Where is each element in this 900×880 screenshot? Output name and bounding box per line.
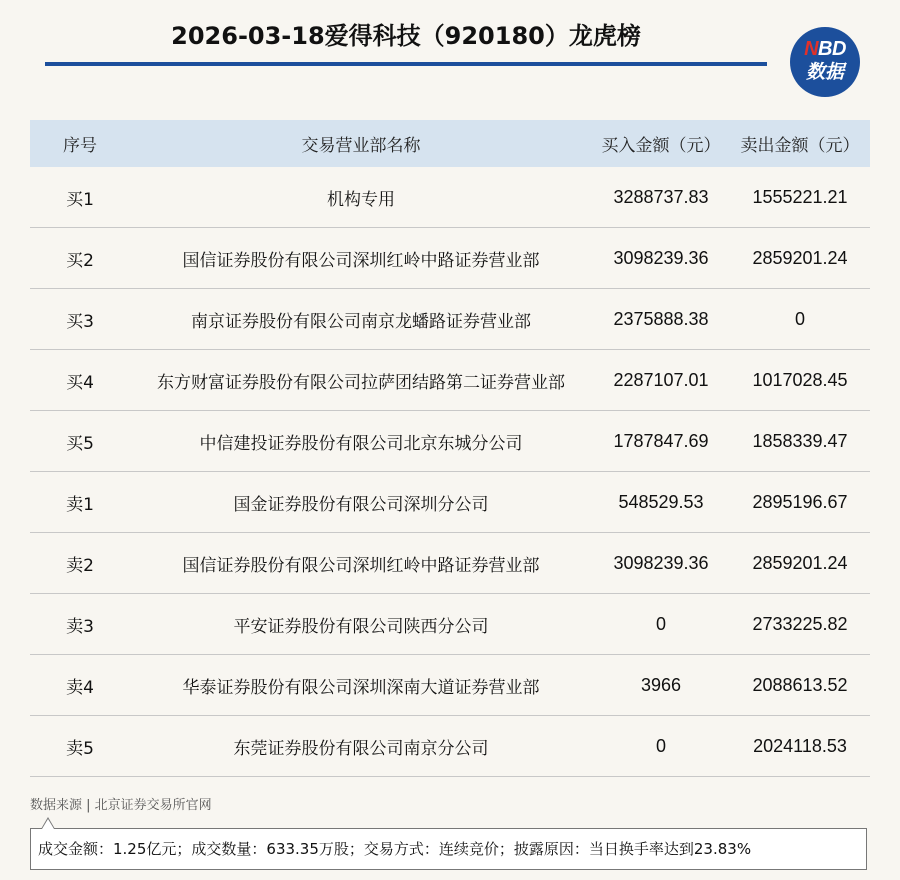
row-number: 买2: [66, 250, 94, 271]
table-header: [30, 120, 870, 167]
logo-text-bottom: 数据: [805, 61, 844, 83]
logo-letters-bd: BD: [818, 38, 846, 60]
row-number: 买4: [66, 372, 94, 393]
nbd-logo: [790, 27, 860, 97]
sell-amount: 1017028.45: [752, 369, 848, 390]
column-header-sell: 卖出金额（元）: [740, 136, 860, 156]
sell-amount: 2859201.24: [752, 552, 848, 573]
sell-amount: 2895196.67: [752, 491, 848, 512]
callout-caret-fill: [42, 819, 54, 829]
column-header-name: 交易营业部名称: [301, 136, 421, 156]
table-row: [30, 289, 870, 350]
buy-amount: 3098239.36: [613, 247, 709, 268]
buy-amount: 3966: [640, 674, 682, 695]
branch-name: 南京证券股份有限公司南京龙蟠路证券营业部: [191, 311, 531, 332]
title-underline: [45, 62, 767, 66]
buy-amount: 0: [655, 613, 666, 634]
sell-amount: 2088613.52: [752, 674, 848, 695]
buy-amount: 3098239.36: [613, 552, 709, 573]
table-row: [30, 350, 870, 411]
row-number: 买5: [66, 433, 94, 454]
buy-amount: 548529.53: [618, 491, 704, 512]
logo-text-top: [790, 38, 860, 60]
table-row: [30, 533, 870, 594]
branch-name: 国信证券股份有限公司深圳红岭中路证券营业部: [182, 250, 540, 271]
buy-amount: 0: [655, 735, 666, 756]
sell-amount: 1555221.21: [752, 186, 848, 207]
branch-name: 机构专用: [327, 189, 395, 210]
buy-amount: 2287107.01: [613, 369, 709, 390]
table-row: [30, 472, 870, 533]
branch-name: 平安证券股份有限公司陕西分公司: [233, 616, 489, 637]
table-row: [30, 411, 870, 472]
buy-amount: 3288737.83: [613, 186, 709, 207]
page-title: 2026-03-18爱得科技（920180）龙虎榜: [171, 22, 641, 50]
row-number: 卖1: [66, 494, 94, 515]
table-row: [30, 167, 870, 228]
branch-name: 东方财富证券股份有限公司拉萨团结路第二证券营业部: [157, 372, 565, 393]
trade-summary-box: 成交金额：1.25亿元；成交数量：633.35万股；交易方式：连续竞价；披露原因：当日换手率达到23.83%: [30, 828, 867, 870]
table-row: [30, 228, 870, 289]
row-number: 买3: [66, 311, 94, 332]
data-source-note: 数据来源 | 北京证券交易所官网: [30, 798, 212, 813]
table-row: [30, 594, 870, 655]
sell-amount: 1858339.47: [752, 430, 848, 451]
row-number: 卖5: [66, 738, 94, 759]
sell-amount: 2859201.24: [752, 247, 848, 268]
sell-amount: 0: [794, 308, 805, 329]
buy-amount: 2375888.38: [613, 308, 709, 329]
dragon-tiger-table: [30, 120, 870, 777]
buy-amount: 1787847.69: [613, 430, 709, 451]
column-header-no: 序号: [63, 136, 97, 156]
sell-amount: 2024118.53: [753, 735, 847, 756]
sell-amount: 2733225.82: [752, 613, 848, 634]
branch-name: 国金证券股份有限公司深圳分公司: [233, 494, 489, 515]
logo-letter-n: N: [804, 38, 819, 60]
row-number: 卖3: [66, 616, 94, 637]
row-number: 买1: [66, 189, 94, 210]
branch-name: 国信证券股份有限公司深圳红岭中路证券营业部: [182, 555, 540, 576]
row-number: 卖2: [66, 555, 94, 576]
branch-name: 东莞证券股份有限公司南京分公司: [233, 738, 489, 759]
branch-name: 中信建投证券股份有限公司北京东城分公司: [199, 433, 523, 454]
table-row: [30, 655, 870, 716]
branch-name: 华泰证券股份有限公司深圳深南大道证券营业部: [182, 677, 540, 698]
table-row: [30, 716, 870, 777]
row-number: 卖4: [66, 677, 94, 698]
column-header-buy: 买入金额（元）: [601, 136, 721, 156]
